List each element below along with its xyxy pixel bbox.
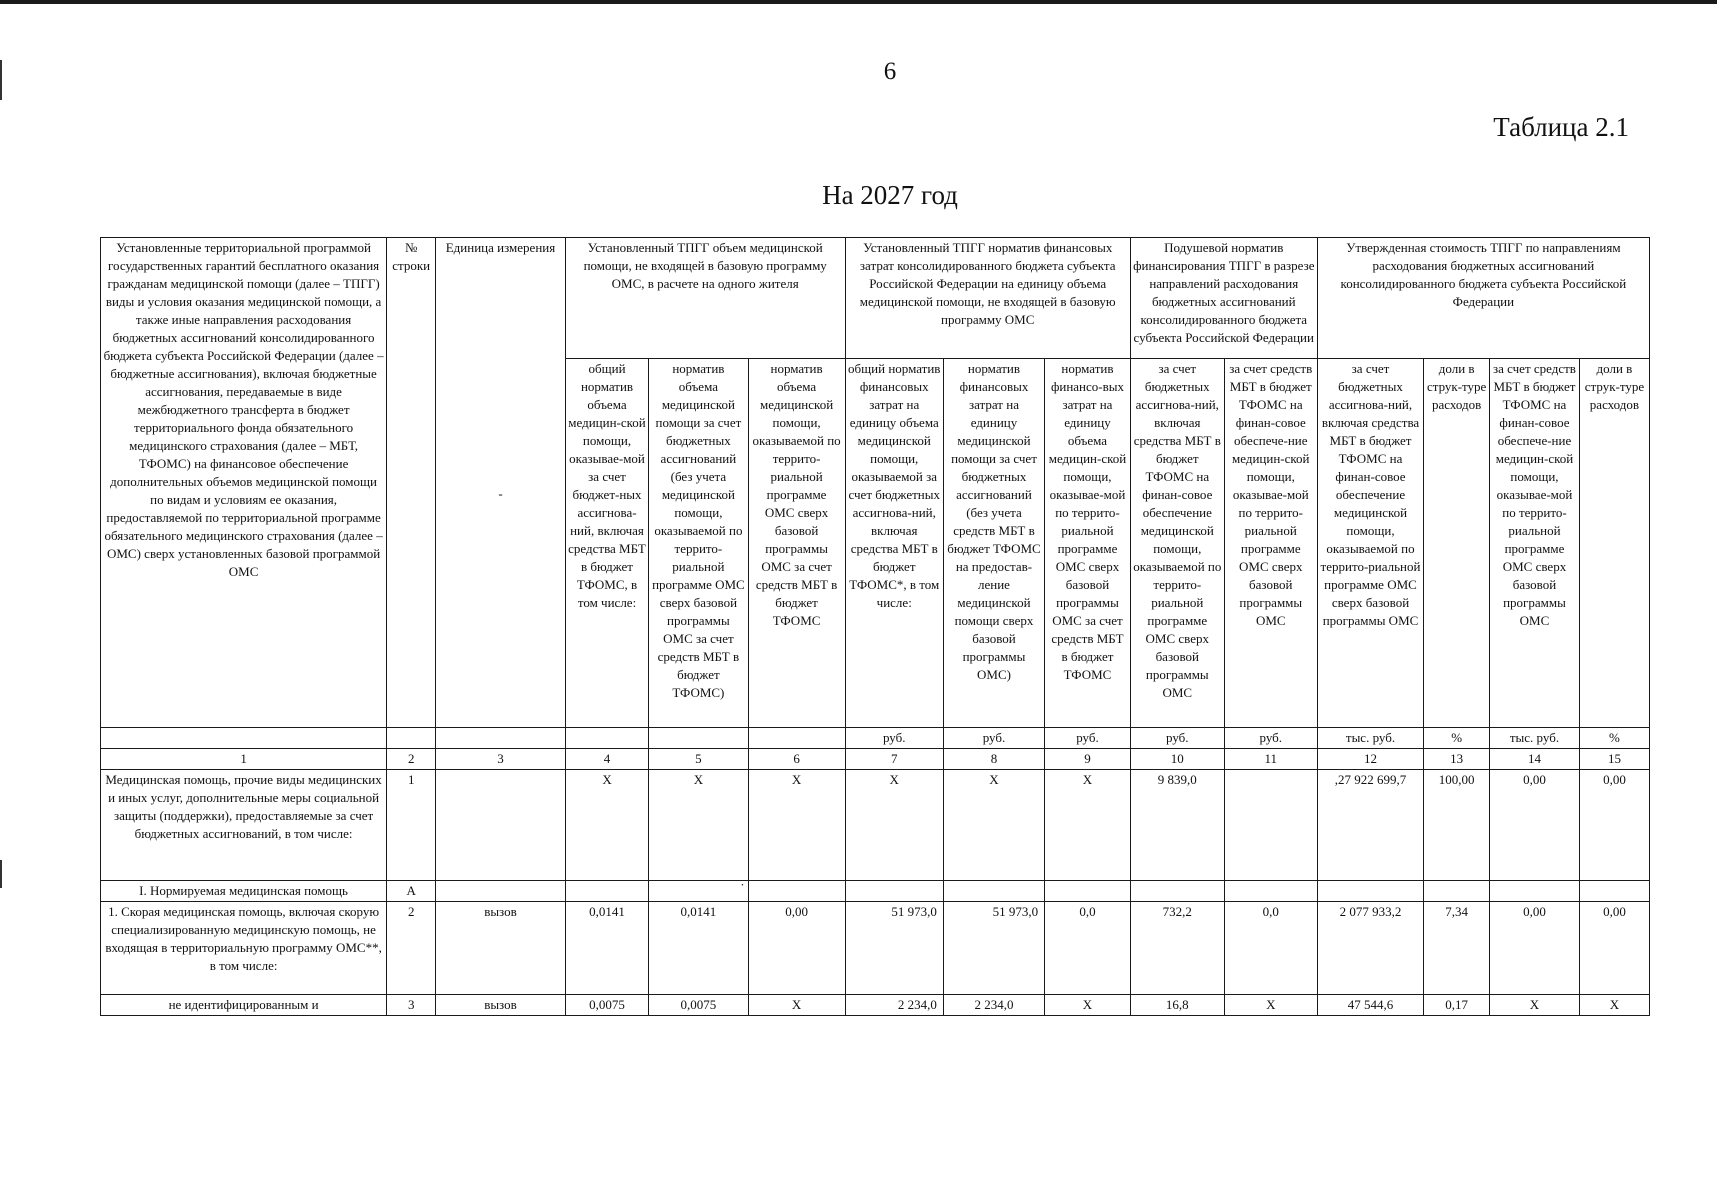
row-value: 0,0075 xyxy=(565,995,649,1016)
row-value: X xyxy=(748,770,845,881)
column-number: 9 xyxy=(1045,749,1131,770)
header-col2: № строки xyxy=(387,238,436,728)
header-col3-text: Единица измерения xyxy=(445,240,556,255)
budget-table xyxy=(100,237,1650,1016)
units-blank xyxy=(436,728,566,749)
row-value: X xyxy=(1490,995,1580,1016)
units-blank xyxy=(649,728,748,749)
row-value: X xyxy=(845,770,943,881)
table-row xyxy=(101,770,1650,881)
row-value: X xyxy=(649,770,748,881)
row-value: 51 973,0 xyxy=(943,902,1044,995)
table-title: На 2027 год xyxy=(822,180,958,210)
column-number: 12 xyxy=(1317,749,1424,770)
units-blank xyxy=(387,728,436,749)
row-value: 100,00 xyxy=(1424,770,1490,881)
subheader-7: общий норматив финансовых затрат на единицу объема медицинской помощи, оказываемой за счет бюджетных ассигнова-ний, включая средства МБТ в бюджет ТФОМС*, в том числе: xyxy=(845,359,943,728)
header-group4: Утвержденная стоимость ТПГГ по направлениям расходования бюджетных ассигнований консолидированного бюджета субъекта Российской Федерации xyxy=(1317,238,1649,359)
unit-cell: руб. xyxy=(943,728,1044,749)
row-value xyxy=(1424,881,1490,902)
column-number: 14 xyxy=(1490,749,1580,770)
header-col1: Установленные территориальной программой государственных гарантий бесплатного оказания гражданам медицинской помощи (далее – ТПГГ) виды и условия оказания медицинской помощи, а также иные направления расходования бюджетных ассигнований консолидированного бюджета субъекта Российской Федерации (далее – бюджетные ассигнования), включая бюджетные ассигнования, передаваемые в виде межбюджетного трансферта в бюджет территориального фонда обязательного медицинского страхования (далее – МБТ, ТФОМС) на финансовое обеспечение дополнительных объемов медицинской помощи по видам и условиям ее оказания, предоставляемой по территориальной программе обязательного медицинского страхования (далее – ОМС) сверх установленных базовой программой ОМС xyxy=(101,238,387,728)
unit-cell: руб. xyxy=(1224,728,1317,749)
row-unit xyxy=(436,881,566,902)
row-value: X xyxy=(748,995,845,1016)
row-value xyxy=(1579,881,1649,902)
column-number: 3 xyxy=(436,749,566,770)
row-value xyxy=(649,881,748,902)
page-left-edge-mark xyxy=(0,860,2,888)
row-value: 732,2 xyxy=(1130,902,1224,995)
row-value: X xyxy=(1224,995,1317,1016)
row-value xyxy=(1224,770,1317,881)
stray-mark: · xyxy=(740,880,745,892)
page-top-edge xyxy=(0,0,1717,4)
column-number: 1 xyxy=(101,749,387,770)
column-number: 11 xyxy=(1224,749,1317,770)
row-value: 0,17 xyxy=(1424,995,1490,1016)
unit-cell: руб. xyxy=(1045,728,1131,749)
header-group3: Подушевой норматив финансирования ТПГГ в разрезе направлений расходования бюджетных ассигнований консолидированного бюджета субъекта Российской Федерации xyxy=(1130,238,1317,359)
column-number: 5 xyxy=(649,749,748,770)
row-value: X xyxy=(565,770,649,881)
column-number: 13 xyxy=(1424,749,1490,770)
row-name: 1. Скорая медицинская помощь, включая скорую специализированную медицинскую помощь, не входящая в территориальную программу ОМС**, в том числе: xyxy=(101,902,387,995)
units-blank xyxy=(748,728,845,749)
row-value xyxy=(1317,881,1424,902)
unit-cell: тыс. руб. xyxy=(1317,728,1424,749)
row-value: 51 973,0 xyxy=(845,902,943,995)
row-value: 0,00 xyxy=(1490,770,1580,881)
unit-cell: руб. xyxy=(1130,728,1224,749)
column-number: 2 xyxy=(387,749,436,770)
row-value xyxy=(943,881,1044,902)
row-value: X xyxy=(1045,995,1131,1016)
subheader-10: за счет бюджетных ассигнова-ний, включая средства МБТ в бюджет ТФОМС на финан-совое обеспечение медицинской помощи, оказываемой по террито-риальной программе ОМС сверх базовой программы ОМС xyxy=(1130,359,1224,728)
table-row xyxy=(101,902,1650,995)
row-line-number: 3 xyxy=(387,995,436,1016)
row-value: X xyxy=(943,770,1044,881)
table-row xyxy=(101,881,1650,902)
header-col3 xyxy=(436,238,566,728)
row-line-number: 1 xyxy=(387,770,436,881)
subheader-4: общий норматив объема медицин-ской помощи, оказывае-мой за счет бюджет-ных ассигнова-ний, включая средства МБТ в бюджет ТФОМС, в том числе: xyxy=(565,359,649,728)
row-value xyxy=(1130,881,1224,902)
unit-cell: руб. xyxy=(845,728,943,749)
subheader-15: доли в струк-туре расходов xyxy=(1579,359,1649,728)
page-number: 6 xyxy=(883,58,897,85)
subheader-8: норматив финансовых затрат на единицу медицинской помощи за счет бюджетных ассигнований (без учета средств МБТ в бюджет ТФОМС на предостав-ление медицинской помощи сверх базовой программы ОМС) xyxy=(943,359,1044,728)
units-blank xyxy=(101,728,387,749)
row-value xyxy=(565,881,649,902)
row-value xyxy=(1490,881,1580,902)
row-unit: вызов xyxy=(436,902,566,995)
row-value: ,27 922 699,7 xyxy=(1317,770,1424,881)
row-value: X xyxy=(1045,770,1131,881)
subheader-9: норматив финансо-вых затрат на единицу объема медицин-ской помощи, оказывае-мой по террито-риальной программе ОМС сверх базовой программы ОМС за счет средств МБТ в бюджет ТФОМС xyxy=(1045,359,1131,728)
row-value: 9 839,0 xyxy=(1130,770,1224,881)
row-value: 0,0 xyxy=(1224,902,1317,995)
row-value: 7,34 xyxy=(1424,902,1490,995)
row-line-number: 2 xyxy=(387,902,436,995)
row-value xyxy=(845,881,943,902)
row-unit xyxy=(436,770,566,881)
column-number: 10 xyxy=(1130,749,1224,770)
unit-cell: тыс. руб. xyxy=(1490,728,1580,749)
row-value: 2 234,0 xyxy=(943,995,1044,1016)
subheader-14: за счет средств МБТ в бюджет ТФОМС на финан-совое обеспече-ние медицин-ской помощи, оказывае-мой по террито-риальной программе ОМС сверх базовой программы ОМС xyxy=(1490,359,1580,728)
column-number: 8 xyxy=(943,749,1044,770)
row-value: 0,00 xyxy=(1490,902,1580,995)
column-number: 6 xyxy=(748,749,845,770)
row-value: 0,0141 xyxy=(565,902,649,995)
row-value: 0,0 xyxy=(1045,902,1131,995)
row-line-number: А xyxy=(387,881,436,902)
subheader-6: норматив объема медицинской помощи, оказываемой по террито-риальной программе ОМС сверх базовой программы ОМС за счет средств МБТ в бюджет ТФОМС xyxy=(748,359,845,728)
row-name: I. Нормируемая медицинская помощь xyxy=(101,881,387,902)
header-group1: Установленный ТПГГ объем медицинской помощи, не входящей в базовую программу ОМС, в расчете на одного жителя xyxy=(565,238,845,359)
row-value: 47 544,6 xyxy=(1317,995,1424,1016)
row-value xyxy=(748,881,845,902)
subheader-12: за счет бюджетных ассигнова-ний, включая средства МБТ в бюджет ТФОМС на финан-совое обеспечение медицинской помощи, оказываемой по террито-риальной программе ОМС сверх базовой программы ОМС xyxy=(1317,359,1424,728)
unit-cell: % xyxy=(1579,728,1649,749)
header-group2: Установленный ТПГГ норматив финансовых затрат консолидированного бюджета субъекта Российской Федерации на единицу объема медицинской помощи, не входящей в базовую программу ОМС xyxy=(845,238,1130,359)
column-number: 4 xyxy=(565,749,649,770)
subheader-5: норматив объема медицинской помощи за счет бюджетных ассигнований (без учета медицинской помощи, оказываемой по террито-риальной программе ОМС сверх базовой программы ОМС за счет средств МБТ в бюджет ТФОМС) xyxy=(649,359,748,728)
row-value xyxy=(1045,881,1131,902)
row-name: не идентифицированным и xyxy=(101,995,387,1016)
units-blank xyxy=(565,728,649,749)
row-value: 0,00 xyxy=(748,902,845,995)
unit-cell: % xyxy=(1424,728,1490,749)
row-value: 2 234,0 xyxy=(845,995,943,1016)
row-value: 2 077 933,2 xyxy=(1317,902,1424,995)
row-value: 0,00 xyxy=(1579,902,1649,995)
row-value: X xyxy=(1579,995,1649,1016)
table-label: Таблица 2.1 xyxy=(1493,112,1629,142)
header-col3-dash: - xyxy=(498,486,503,501)
subheader-11: за счет средств МБТ в бюджет ТФОМС на финан-совое обеспече-ние медицин-ской помощи, оказывае-мой по террито-риальной программе ОМС сверх базовой программы ОМС xyxy=(1224,359,1317,728)
table-row xyxy=(101,995,1650,1016)
row-unit: вызов xyxy=(436,995,566,1016)
row-value: 16,8 xyxy=(1130,995,1224,1016)
row-value xyxy=(1224,881,1317,902)
row-value: 0,0075 xyxy=(649,995,748,1016)
row-name: Медицинская помощь, прочие виды медицинских и иных услуг, дополнительные меры социальной защиты (поддержки), предоставляемые за счет бюджетных ассигнований, в том числе: xyxy=(101,770,387,881)
column-number: 7 xyxy=(845,749,943,770)
row-value: 0,0141 xyxy=(649,902,748,995)
column-number: 15 xyxy=(1579,749,1649,770)
row-value: 0,00 xyxy=(1579,770,1649,881)
subheader-13: доли в струк-туре расходов xyxy=(1424,359,1490,728)
